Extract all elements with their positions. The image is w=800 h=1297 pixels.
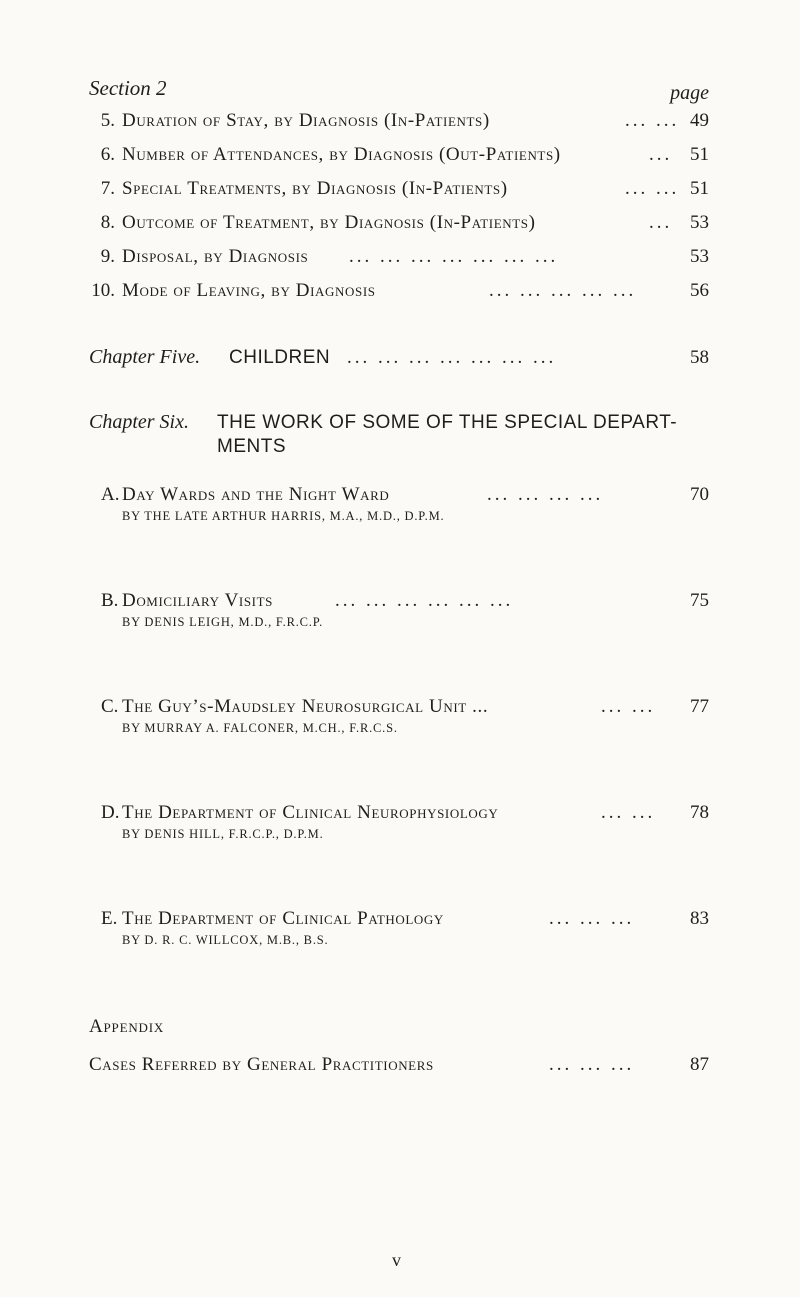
chapter-five (89, 345, 709, 371)
department-entry (89, 694, 709, 746)
entry-title: Outcome of Treatment, by Diagnosis (In-Patients) (122, 212, 536, 233)
entry-title: Day Wards and the Night Ward (122, 484, 390, 505)
entry-page: 51 (690, 178, 709, 199)
entry-author: BY THE LATE ARTHUR HARRIS, M.A., M.D., D.P.M. (122, 509, 445, 523)
entry-number: 6. (100, 144, 115, 165)
department-entry (89, 800, 709, 852)
entry-title: Disposal, by Diagnosis (122, 246, 309, 267)
department-entry (89, 906, 709, 958)
entry-title: The Department of Clinical Neurophysiology (122, 802, 499, 823)
toc-entry (89, 210, 709, 236)
leader-dots: ... ... ... ... ... (489, 280, 637, 301)
page-column-label: page (670, 82, 709, 104)
entry-page: 53 (690, 212, 709, 233)
chapter-title: THE WORK OF SOME OF THE SPECIAL DEPART- (217, 412, 678, 433)
leader-dots: ... ... ... (549, 1054, 635, 1075)
chapter-label: Chapter Six. (89, 411, 189, 433)
entry-title: The Guy’s-Maudsley Neurosurgical Unit ... (122, 696, 489, 717)
leader-dots: ... ... ... ... (487, 484, 604, 505)
entry-letter: C. (101, 696, 119, 717)
leader-dots: ... ... (625, 110, 680, 131)
department-entry (89, 482, 709, 534)
chapter-label: Chapter Five. (89, 346, 201, 368)
entry-page: 70 (690, 484, 709, 505)
toc-entry (89, 176, 709, 202)
entry-number: 7. (100, 178, 115, 199)
entry-author: BY D. R. C. WILLCOX, M.B., B.S. (122, 933, 329, 947)
entry-page: 83 (690, 908, 709, 929)
entry-title: Mode of Leaving, by Diagnosis (122, 280, 376, 301)
entry-page: 87 (690, 1054, 709, 1075)
entry-number: 9. (100, 246, 115, 267)
entry-title: Cases Referred by General Practitioners (89, 1054, 434, 1075)
contents-header (89, 76, 709, 104)
leader-dots: ... ... (601, 696, 656, 717)
entry-page: 78 (690, 802, 709, 823)
toc-entry (89, 142, 709, 168)
entry-page: 56 (690, 280, 709, 301)
appendix-entry (89, 1052, 709, 1078)
entry-author: BY DENIS HILL, F.R.C.P., D.P.M. (122, 827, 324, 841)
entry-title: Special Treatments, by Diagnosis (In-Patients) (122, 178, 508, 199)
entry-page: 75 (690, 590, 709, 611)
leader-dots: ... ... ... ... ... ... ... (349, 246, 559, 267)
entry-page: 51 (690, 144, 709, 165)
entry-letter: B. (101, 590, 119, 611)
entry-number: 10. (91, 280, 115, 301)
appendix-heading: Appendix (89, 1016, 165, 1037)
entry-author: BY MURRAY A. FALCONER, M.CH., F.R.C.S. (122, 721, 398, 735)
entry-title: The Department of Clinical Pathology (122, 908, 444, 929)
section-label: Section 2 (89, 76, 167, 100)
chapter-page: 58 (690, 347, 709, 368)
entry-page: 77 (690, 696, 709, 717)
toc-entry (89, 278, 709, 304)
entry-title: Domiciliary Visits (122, 590, 273, 611)
entry-letter: A. (101, 484, 120, 505)
entry-page: 49 (690, 110, 709, 131)
entry-number: 8. (100, 212, 115, 233)
toc-entry (89, 244, 709, 270)
entry-letter: D. (101, 802, 120, 823)
leader-dots: ... (649, 144, 673, 165)
department-entry (89, 588, 709, 640)
entry-number: 5. (100, 110, 115, 131)
chapter-six (89, 410, 709, 462)
leader-dots: ... (649, 212, 673, 233)
entry-letter: E. (101, 908, 118, 929)
leader-dots: ... ... (625, 178, 680, 199)
leader-dots: ... ... ... ... ... ... (335, 590, 514, 611)
chapter-title: CHILDREN (229, 347, 331, 368)
entry-page: 53 (690, 246, 709, 267)
entry-title: Number of Attendances, by Diagnosis (Out-Patients) (122, 144, 561, 165)
entry-title: Duration of Stay, by Diagnosis (In-Patients) (122, 110, 490, 131)
page-folio: v (392, 1250, 401, 1270)
leader-dots: ... ... ... (549, 908, 635, 929)
leader-dots: ... ... ... ... ... ... ... (347, 347, 557, 368)
leader-dots: ... ... (601, 802, 656, 823)
entry-author: BY DENIS LEIGH, M.D., F.R.C.P. (122, 615, 324, 629)
toc-entry (89, 108, 709, 134)
chapter-title-continued: MENTS (217, 436, 286, 457)
